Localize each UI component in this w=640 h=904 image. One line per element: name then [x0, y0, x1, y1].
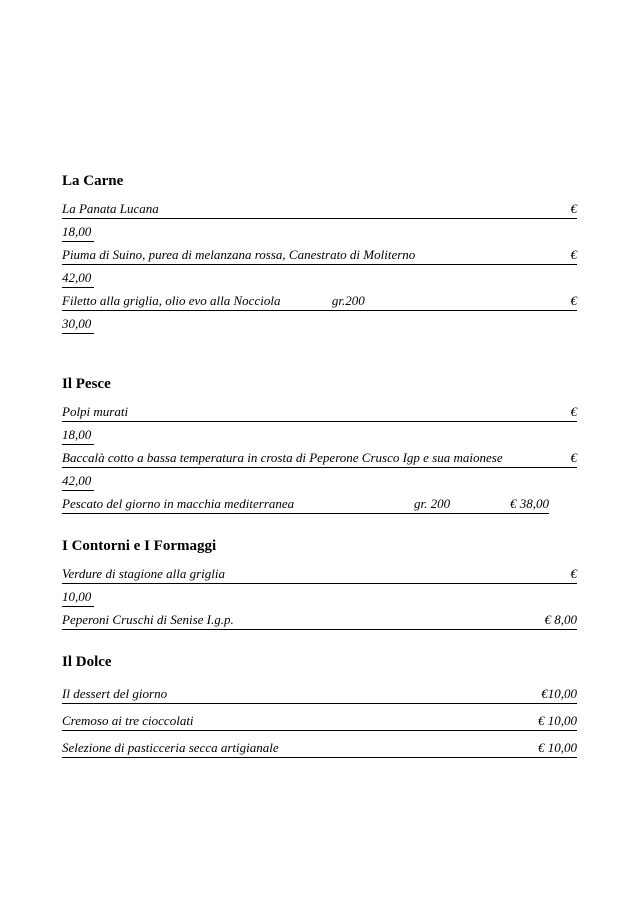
- item-price: 42,00: [62, 269, 94, 288]
- menu-item-row: [62, 561, 577, 584]
- menu-item-row: [62, 704, 577, 731]
- price-wrap-line: [62, 422, 577, 445]
- section-title: I Contorni e I Formaggi: [62, 538, 217, 554]
- menu-item-row: [62, 399, 577, 422]
- item-weight-note: gr.200: [331, 293, 365, 308]
- menu-item-row: [62, 491, 549, 514]
- item-price: € 10,00: [538, 713, 577, 728]
- item-name: Il dessert del giorno: [62, 686, 168, 701]
- price-wrap-line: [62, 219, 577, 242]
- item-currency: €: [570, 247, 577, 262]
- section-items: [62, 196, 577, 334]
- item-name: Polpi murati: [62, 404, 129, 419]
- section-items: [62, 399, 577, 514]
- item-currency: €: [570, 404, 577, 419]
- price-wrap-line: [62, 468, 577, 491]
- item-name: Filetto alla griglia, olio evo alla Nocciola: [62, 293, 281, 308]
- menu-item-row: [62, 677, 577, 704]
- section-title: La Carne: [62, 173, 124, 189]
- item-price: € 10,00: [538, 740, 577, 755]
- section-la-carne: [62, 171, 577, 334]
- item-name: La Panata Lucana: [62, 201, 159, 216]
- item-name: Pescato del giorno in macchia mediterranea: [62, 496, 295, 511]
- menu-item-row: [62, 242, 577, 265]
- section-il-dolce: [62, 652, 577, 758]
- section-title: Il Dolce: [62, 654, 112, 670]
- item-price: 10,00: [62, 588, 94, 607]
- item-name: Baccalà cotto a bassa temperatura in crosta di Peperone Crusco Igp e sua maionese: [62, 450, 503, 465]
- item-price: € 8,00: [544, 612, 577, 627]
- menu-item-row: [62, 445, 577, 468]
- item-price: 42,00: [62, 472, 94, 491]
- item-currency: €: [570, 566, 577, 581]
- section-items: [62, 677, 577, 758]
- price-wrap-line: [62, 265, 577, 288]
- section-contorni-formaggi: [62, 536, 577, 630]
- item-price: 30,00: [62, 315, 94, 334]
- item-name: Peperoni Cruschi di Senise I.g.p.: [62, 612, 234, 627]
- section-il-pesce: [62, 374, 577, 514]
- item-currency: €: [570, 293, 577, 308]
- item-name: Selezione di pasticceria secca artigianale: [62, 740, 279, 755]
- price-wrap-line: [62, 584, 577, 607]
- section-title: Il Pesce: [62, 376, 111, 392]
- item-price: 18,00: [62, 223, 94, 242]
- item-currency: €: [570, 450, 577, 465]
- item-weight-note: gr. 200: [413, 496, 451, 511]
- item-price: 18,00: [62, 426, 94, 445]
- item-price: € 38,00: [510, 496, 549, 511]
- menu-item-row: [62, 731, 577, 758]
- item-price: €10,00: [541, 686, 577, 701]
- section-items: [62, 561, 577, 630]
- price-wrap-line: [62, 311, 577, 334]
- item-name: Verdure di stagione alla griglia: [62, 566, 225, 581]
- item-name: Cremoso ai tre cioccolati: [62, 713, 194, 728]
- menu-item-row: [62, 196, 577, 219]
- menu-item-row: [62, 288, 577, 311]
- menu-item-row: [62, 607, 577, 630]
- item-name: Piuma di Suino, purea di melanzana rossa, Canestrato di Moliterno: [62, 247, 416, 262]
- item-currency: €: [570, 201, 577, 216]
